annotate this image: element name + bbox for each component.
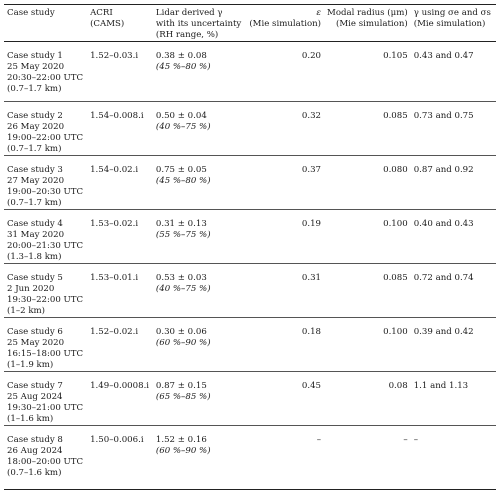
case-line: 18:00–20:00 UTC bbox=[7, 457, 84, 467]
cell-acri-value: 1.52–0.03.i bbox=[90, 51, 139, 61]
cell-modal-radius bbox=[324, 210, 411, 264]
cell-modal-radius-value: 0.100 bbox=[383, 219, 408, 229]
cell-gamma-sigma-value: 0.43 and 0.47 bbox=[413, 51, 474, 61]
case-line: (0.7–1.7 km) bbox=[7, 84, 62, 94]
cell-epsilon-value: 0.20 bbox=[301, 51, 322, 61]
cell-lidar-gamma-value: 0.53 ± 0.03 bbox=[155, 273, 207, 283]
case-line: Case study 8 bbox=[7, 435, 63, 445]
table-row bbox=[4, 372, 496, 426]
case-line: 16:15–18:00 UTC bbox=[7, 349, 84, 359]
cell-lidar-gamma bbox=[153, 264, 246, 318]
cell-epsilon bbox=[246, 372, 324, 426]
table-row bbox=[4, 318, 496, 372]
cell-lidar-gamma-value: 0.87 ± 0.15 bbox=[155, 381, 207, 391]
cell-epsilon-value: 0.31 bbox=[301, 273, 322, 283]
cell-modal-radius-value: 0.085 bbox=[383, 111, 408, 121]
cell-epsilon-value: – bbox=[316, 435, 322, 445]
case-line: 25 May 2020 bbox=[7, 338, 65, 348]
cell-lidar-gamma-value: 0.38 ± 0.08 bbox=[155, 51, 207, 61]
cell-acri-value: 1.53–0.01.i bbox=[90, 273, 139, 283]
cell-modal-radius-value: 0.105 bbox=[383, 51, 408, 61]
rh-range: (55 %–75 %) bbox=[155, 230, 211, 240]
table-row bbox=[4, 426, 496, 490]
cell-modal-radius-value: – bbox=[403, 435, 408, 445]
case-line: 20:30–22:00 UTC bbox=[7, 73, 84, 83]
case-line: (0.7–1.7 km) bbox=[7, 198, 62, 208]
cell-epsilon-value: 0.19 bbox=[301, 219, 322, 229]
table-row bbox=[4, 210, 496, 264]
case-line: 26 Aug 2024 bbox=[7, 446, 63, 456]
cell-modal-radius bbox=[324, 42, 411, 102]
cell-lidar-gamma bbox=[153, 318, 246, 372]
case-line: 19:00–22:00 UTC bbox=[7, 133, 84, 143]
case-line: (0.7–1.6 km) bbox=[7, 468, 62, 478]
case-line: (0.7–1.7 km) bbox=[7, 144, 62, 154]
cell-gamma-sigma-value: 1.1 and 1.13 bbox=[413, 381, 469, 391]
rh-range: (65 %–85 %) bbox=[155, 392, 211, 402]
cell-acri bbox=[87, 210, 153, 264]
cell-epsilon bbox=[246, 318, 324, 372]
header-epsilon: ε (Mie simulation) bbox=[249, 8, 322, 29]
cell-epsilon bbox=[246, 102, 324, 156]
rh-range: (60 %–90 %) bbox=[155, 446, 211, 456]
cell-gamma-sigma bbox=[411, 318, 496, 372]
cell-acri bbox=[87, 102, 153, 156]
cell-gamma-sigma-value: 0.73 and 0.75 bbox=[413, 111, 474, 121]
case-line: 27 May 2020 bbox=[7, 176, 65, 186]
case-line: Case study 6 bbox=[7, 327, 63, 337]
cell-epsilon bbox=[246, 210, 324, 264]
header-gamma: γ using σe and σs (Mie simulation) bbox=[413, 8, 491, 29]
cell-acri bbox=[87, 42, 153, 102]
table-body bbox=[4, 42, 496, 490]
cell-acri-value: 1.54–0.02.i bbox=[90, 165, 139, 175]
cell-gamma-sigma bbox=[411, 264, 496, 318]
rh-range: (60 %–90 %) bbox=[155, 338, 211, 348]
cell-epsilon bbox=[246, 156, 324, 210]
cell-modal-radius-value: 0.080 bbox=[383, 165, 408, 175]
cell-modal-radius bbox=[324, 264, 411, 318]
cell-acri-value: 1.53–0.02.i bbox=[90, 219, 139, 229]
rh-range: (40 %–75 %) bbox=[155, 122, 211, 132]
cell-case-study bbox=[4, 426, 87, 490]
cell-acri bbox=[87, 156, 153, 210]
cell-lidar-gamma bbox=[153, 210, 246, 264]
cell-epsilon-value: 0.37 bbox=[301, 165, 322, 175]
case-line: 19:30–22:00 UTC bbox=[7, 295, 84, 305]
cell-lidar-gamma bbox=[153, 42, 246, 102]
cell-acri bbox=[87, 318, 153, 372]
rh-range: (45 %–80 %) bbox=[155, 62, 211, 72]
cell-epsilon-value: 0.18 bbox=[301, 327, 322, 337]
cell-modal-radius bbox=[324, 318, 411, 372]
cell-case-study bbox=[4, 318, 87, 372]
case-line: 20:00–21:30 UTC bbox=[7, 241, 84, 251]
header-modal-radius: Modal radius (μm) (Mie simulation) bbox=[327, 8, 408, 29]
rh-range: (45 %–80 %) bbox=[155, 176, 211, 186]
cell-gamma-sigma bbox=[411, 102, 496, 156]
cell-case-study bbox=[4, 42, 87, 102]
cell-epsilon-value: 0.32 bbox=[301, 111, 322, 121]
cell-lidar-gamma-value: 0.31 ± 0.13 bbox=[155, 219, 207, 229]
cell-acri-value: 1.54–0.008.i bbox=[90, 111, 144, 121]
cell-epsilon bbox=[246, 264, 324, 318]
cell-modal-radius bbox=[324, 102, 411, 156]
cell-epsilon-value: 0.45 bbox=[301, 381, 322, 391]
cell-case-study bbox=[4, 102, 87, 156]
cell-acri-value: 1.50–0.006.i bbox=[90, 435, 144, 445]
cell-lidar-gamma-value: 0.30 ± 0.06 bbox=[155, 327, 207, 337]
cell-lidar-gamma bbox=[153, 156, 246, 210]
table-row bbox=[4, 264, 496, 318]
header-acri: ACRI (CAMS) bbox=[90, 8, 125, 29]
results-table bbox=[4, 4, 496, 490]
cell-modal-radius bbox=[324, 156, 411, 210]
cell-gamma-sigma bbox=[411, 42, 496, 102]
case-line: Case study 3 bbox=[7, 165, 63, 175]
cell-modal-radius-value: 0.100 bbox=[383, 327, 408, 337]
cell-lidar-gamma bbox=[153, 102, 246, 156]
rh-range: (40 %–75 %) bbox=[155, 284, 211, 294]
cell-epsilon bbox=[246, 42, 324, 102]
cell-modal-radius-value: 0.085 bbox=[383, 273, 408, 283]
case-line: Case study 1 bbox=[7, 51, 63, 61]
cell-case-study bbox=[4, 264, 87, 318]
cell-acri-value: 1.49–0.0008.i bbox=[90, 381, 150, 391]
case-line: (1–1.9 km) bbox=[7, 360, 54, 370]
cell-lidar-gamma-value: 0.50 ± 0.04 bbox=[155, 111, 207, 121]
table-row bbox=[4, 42, 496, 102]
cell-acri bbox=[87, 426, 153, 490]
case-line: 26 May 2020 bbox=[7, 122, 65, 132]
cell-gamma-sigma bbox=[411, 210, 496, 264]
case-line: Case study 2 bbox=[7, 111, 63, 121]
cell-gamma-sigma-value: – bbox=[413, 435, 419, 445]
case-line: Case study 7 bbox=[7, 381, 63, 391]
cell-acri-value: 1.52–0.02.i bbox=[90, 327, 139, 337]
cell-gamma-sigma-value: 0.72 and 0.74 bbox=[413, 273, 474, 283]
case-line: (1–2 km) bbox=[7, 306, 46, 316]
case-line: 25 Aug 2024 bbox=[7, 392, 63, 402]
case-line: 31 May 2020 bbox=[7, 230, 65, 240]
cell-modal-radius bbox=[324, 372, 411, 426]
cell-lidar-gamma bbox=[153, 372, 246, 426]
cell-acri bbox=[87, 372, 153, 426]
cell-modal-radius bbox=[324, 426, 411, 490]
cell-case-study bbox=[4, 156, 87, 210]
case-line: 19:00–20:30 UTC bbox=[7, 187, 84, 197]
case-line: (1–1.6 km) bbox=[7, 414, 54, 424]
cell-lidar-gamma bbox=[153, 426, 246, 490]
cell-lidar-gamma-value: 0.75 ± 0.05 bbox=[155, 165, 207, 175]
case-line: (1.3–1.8 km) bbox=[7, 252, 62, 262]
case-line: 2 Jun 2020 bbox=[7, 284, 55, 294]
cell-acri bbox=[87, 264, 153, 318]
cell-gamma-sigma bbox=[411, 372, 496, 426]
case-line: Case study 4 bbox=[7, 219, 63, 229]
cell-gamma-sigma-value: 0.39 and 0.42 bbox=[413, 327, 474, 337]
cell-case-study bbox=[4, 210, 87, 264]
case-line: Case study 5 bbox=[7, 273, 63, 283]
table-row bbox=[4, 156, 496, 210]
case-line: 19:30–21:00 UTC bbox=[7, 403, 84, 413]
cell-modal-radius-value: 0.08 bbox=[388, 381, 408, 391]
header-case: Case study bbox=[7, 8, 55, 18]
cell-case-study bbox=[4, 372, 87, 426]
table-row bbox=[4, 102, 496, 156]
table-header bbox=[4, 5, 496, 42]
cell-gamma-sigma bbox=[411, 156, 496, 210]
header-lidar: Lidar derived γ with its uncertainty (RH range, %) bbox=[155, 8, 242, 40]
cell-gamma-sigma-value: 0.87 and 0.92 bbox=[413, 165, 474, 175]
cell-lidar-gamma-value: 1.52 ± 0.16 bbox=[155, 435, 207, 445]
cell-gamma-sigma bbox=[411, 426, 496, 490]
cell-gamma-sigma-value: 0.40 and 0.43 bbox=[413, 219, 474, 229]
cell-epsilon bbox=[246, 426, 324, 490]
case-line: 25 May 2020 bbox=[7, 62, 65, 72]
